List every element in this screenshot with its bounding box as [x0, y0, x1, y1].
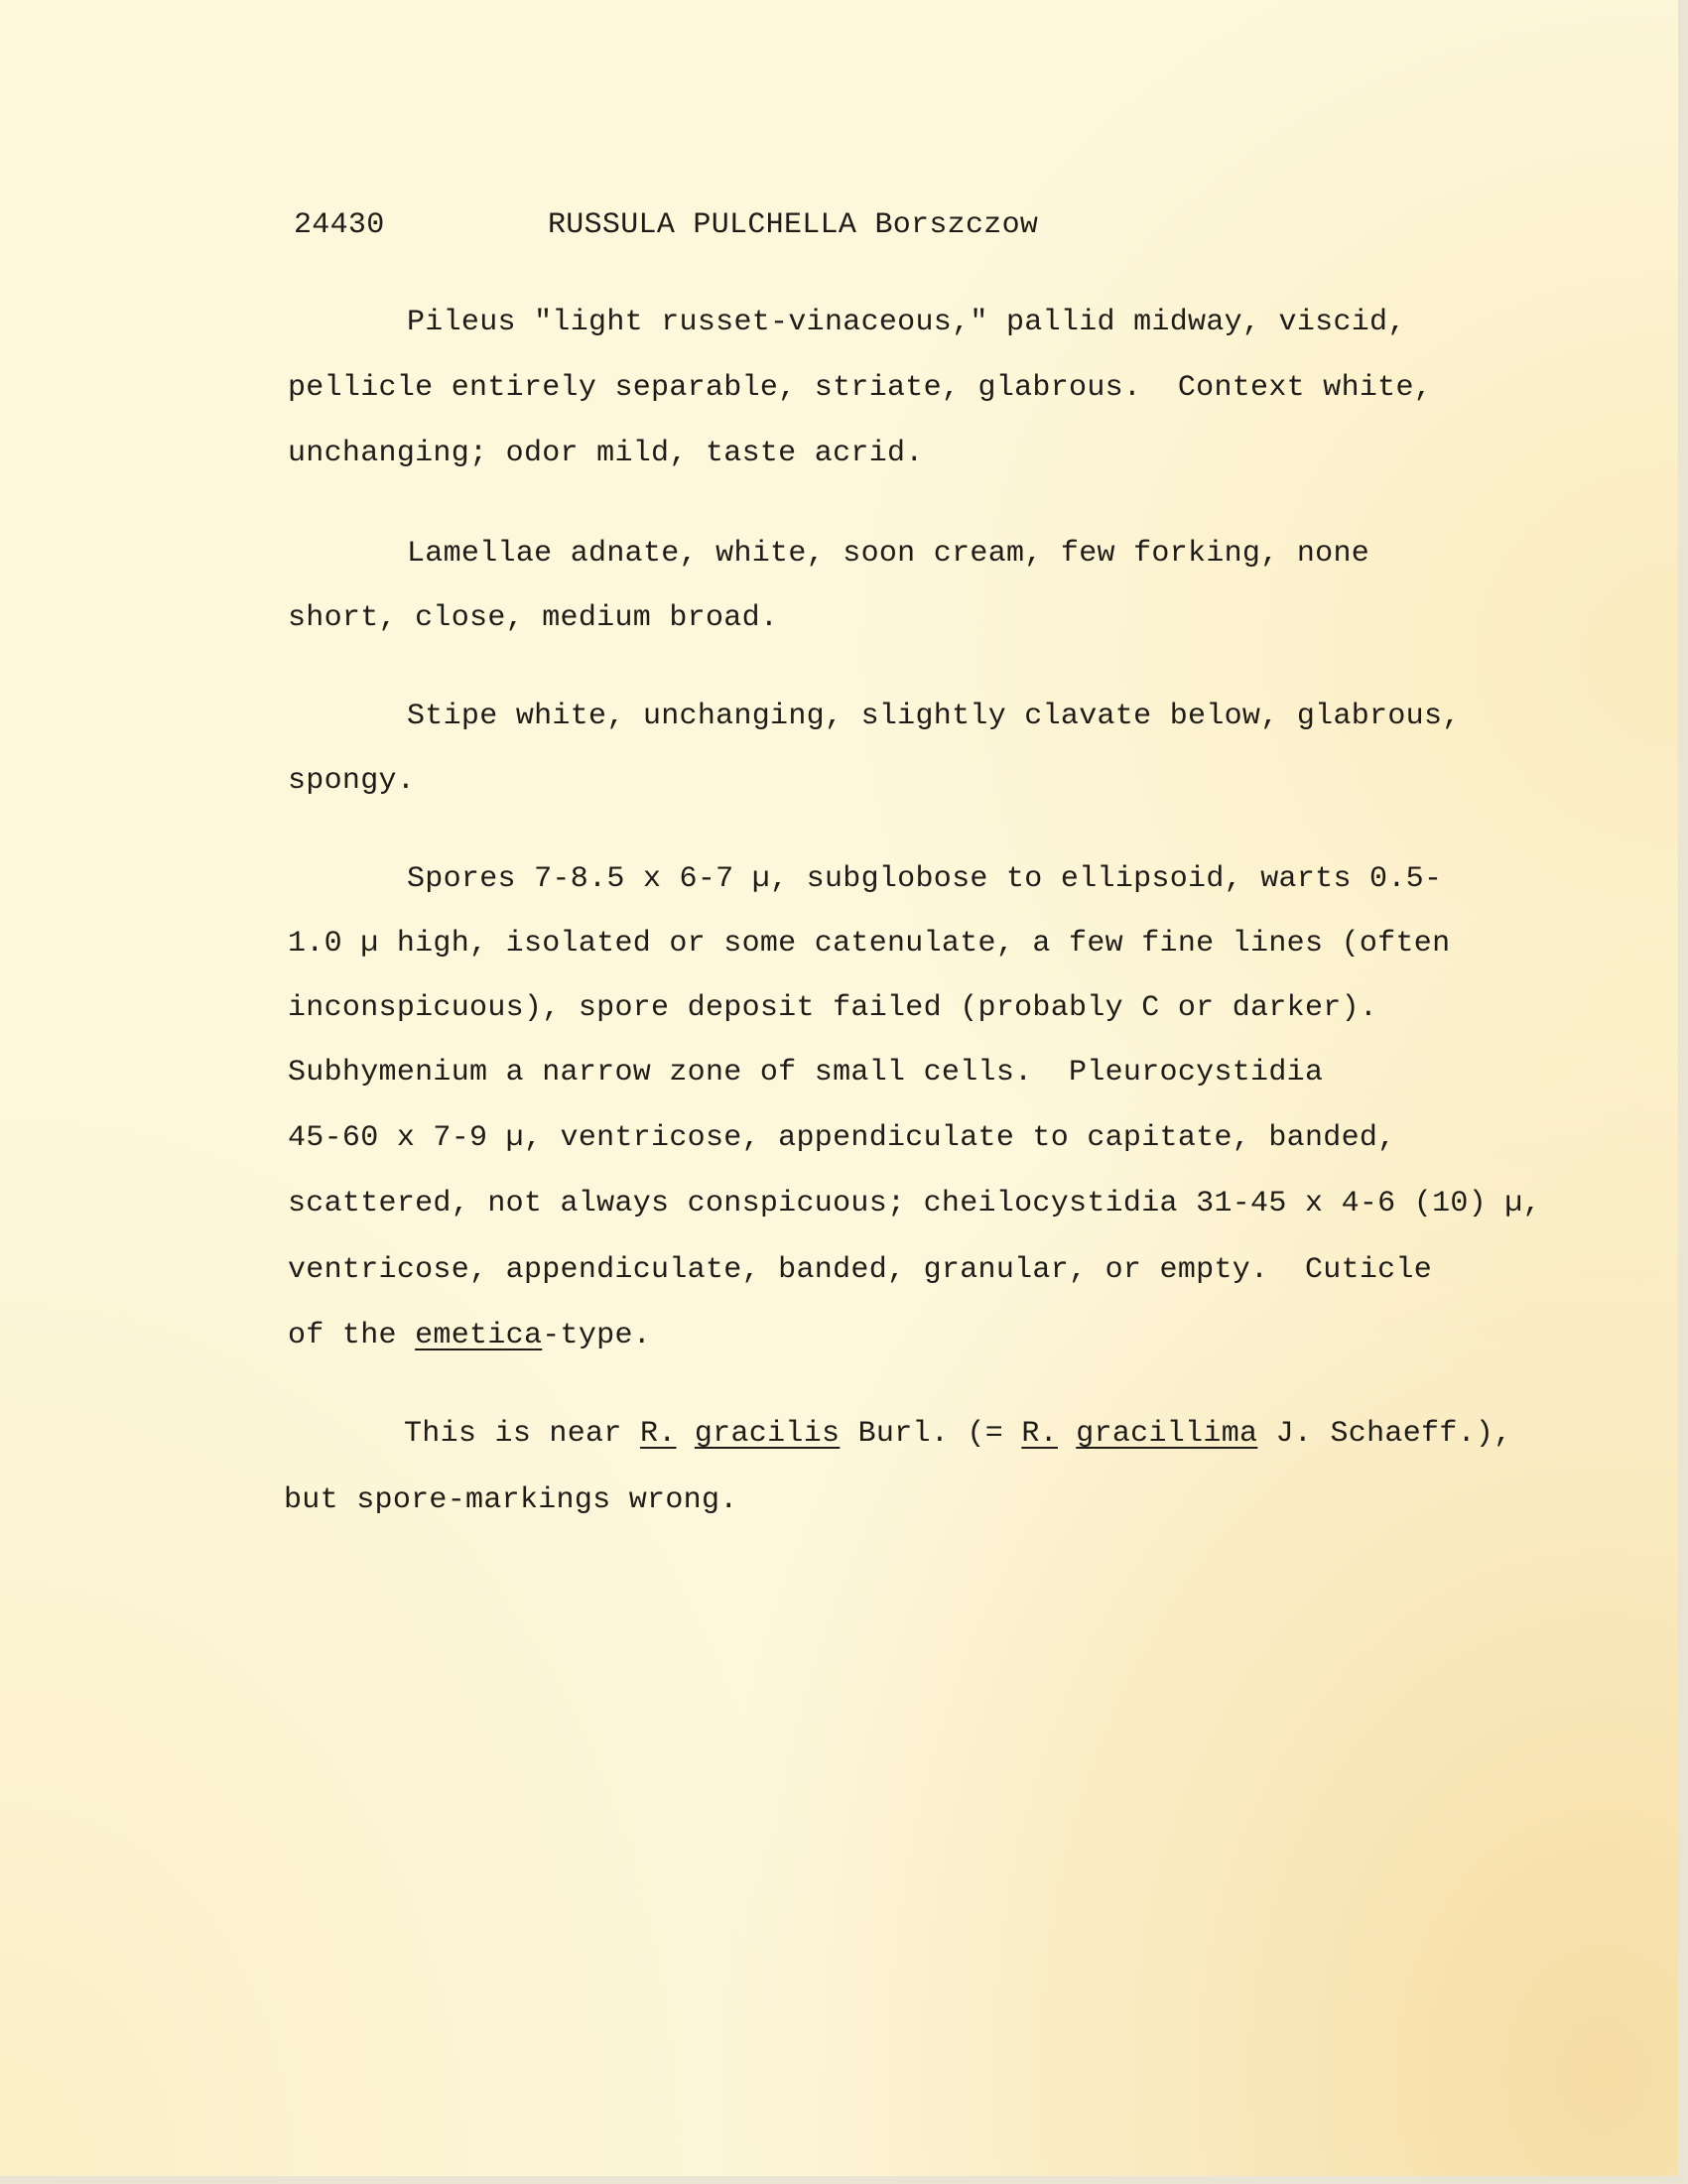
spores-line-6: scattered, not always conspicuous; cheilocystidia 31-45 x 4-6 (10) µ,	[288, 1187, 1541, 1220]
spores-line-8-suffix: -type.	[542, 1319, 652, 1352]
lamellae-line-1: Lamellae adnate, white, soon cream, few forking, none	[407, 537, 1370, 571]
emetica-underlined: emetica	[415, 1319, 543, 1352]
stipe-line-1: Stipe white, unchanging, slightly clavate below, glabrous,	[407, 700, 1461, 733]
lamellae-line-2: short, close, medium broad.	[288, 601, 779, 635]
note-line-2: but spore-markings wrong.	[284, 1483, 738, 1517]
genus-abbrev-1: R.	[639, 1417, 677, 1451]
spores-line-7: ventricose, appendiculate, banded, granular, or empty. Cuticle	[288, 1253, 1433, 1287]
scan-edge-right	[1678, 0, 1688, 2184]
spores-line-8-prefix: of the	[288, 1319, 416, 1352]
genus-abbrev-2: R.	[1021, 1417, 1058, 1451]
spores-line-4: Subhymenium a narrow zone of small cells. Pleurocystidia	[288, 1056, 1324, 1090]
note-space-2	[1058, 1417, 1076, 1451]
spores-line-3: inconspicuous), spore deposit failed (probably C or darker).	[288, 991, 1378, 1025]
pileus-line-2: pellicle entirely separable, striate, glabrous. Context white,	[288, 371, 1433, 405]
note-text-1: This is near	[404, 1417, 640, 1451]
scan-edge-bottom	[0, 2176, 1688, 2184]
spores-line-8	[288, 1319, 651, 1352]
note-line-1	[404, 1417, 1512, 1451]
species-title: RUSSULA PULCHELLA Borszczow	[548, 208, 1039, 242]
note-space-1	[677, 1417, 695, 1451]
pileus-line-3: unchanging; odor mild, taste acrid.	[288, 437, 924, 470]
specimen-number: 24430	[294, 208, 385, 242]
species-gracillima: gracillima	[1076, 1417, 1258, 1451]
note-text-3: J. Schaeff.),	[1257, 1417, 1512, 1451]
spores-line-2: 1.0 µ high, isolated or some catenulate, a few fine lines (often	[288, 927, 1451, 961]
stipe-line-2: spongy.	[288, 764, 416, 798]
spores-line-5: 45-60 x 7-9 µ, ventricose, appendiculate to capitate, banded,	[288, 1121, 1396, 1155]
species-gracilis: gracilis	[694, 1417, 841, 1451]
pileus-line-1: Pileus "light russet-vinaceous," pallid midway, viscid,	[407, 306, 1406, 339]
spores-line-1: Spores 7-8.5 x 6-7 µ, subglobose to ellipsoid, warts 0.5-	[407, 862, 1443, 896]
note-text-2: Burl. (=	[840, 1417, 1022, 1451]
